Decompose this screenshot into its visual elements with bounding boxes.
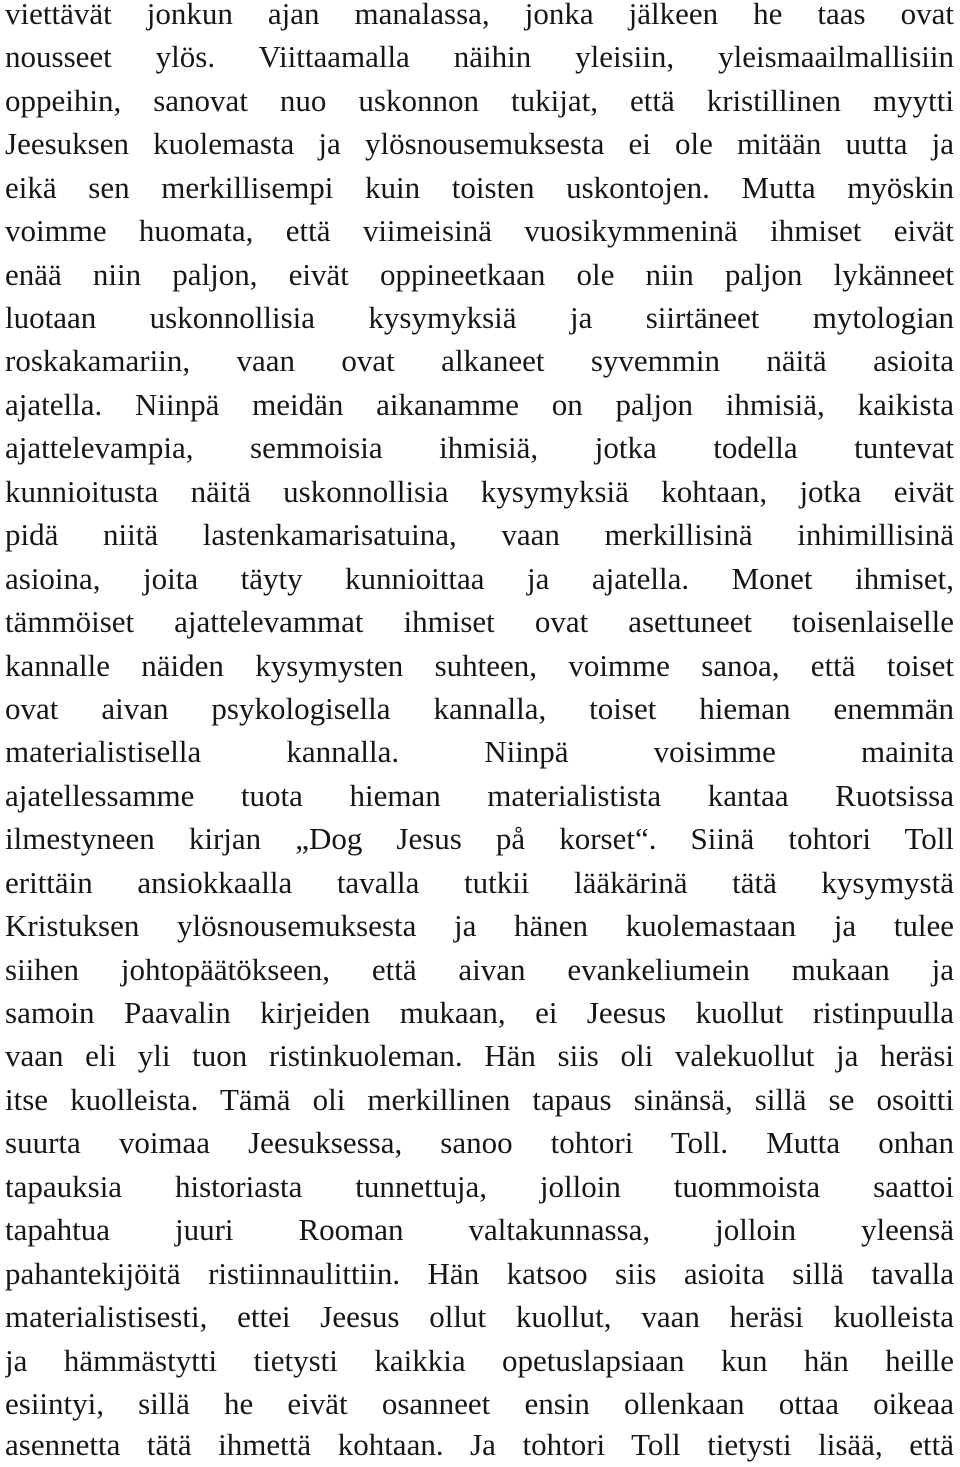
text-line: ajattelevampia, semmoisia ihmisiä, jotka todella tuntevat	[5, 430, 954, 465]
text-line: Jeesuksen kuolemasta ja ylösnousemuksesta ei ole mitään uutta ja	[5, 126, 954, 161]
text-line: oppeihin, sanovat nuo uskonnon tukijat, että kristillinen myytti	[5, 83, 954, 118]
text-line: nousseet ylös. Viittaamalla näihin yleisiin, yleismaailmallisiin	[5, 39, 954, 74]
text-line: erittäin ansiokkaalla tavalla tutkii lääkärinä tätä kysymystä	[5, 865, 954, 900]
text-line: enää niin paljon, eivät oppineetkaan ole niin paljon lykänneet	[5, 257, 954, 292]
text-line: esiintyi, sillä he eivät osanneet ensin ollenkaan ottaa oikeaa	[5, 1386, 954, 1421]
text-line: ilmestyneen kirjan „Dog Jesus på korset“. Siinä tohtori Toll	[5, 821, 954, 856]
text-line: eikä sen merkillisempi kuin toisten uskontojen. Mutta myöskin	[5, 170, 954, 205]
text-line: asioina, joita täyty kunnioittaa ja ajatella. Monet ihmiset,	[5, 561, 954, 596]
text-line: itse kuolleista. Tämä oli merkillinen tapaus sinänsä, sillä se osoitti	[5, 1082, 954, 1117]
text-line: roskakamariin, vaan ovat alkaneet syvemmin näitä asioita	[5, 343, 954, 378]
text-line: viettävät jonkun ajan manalassa, jonka jälkeen he taas ovat	[5, 0, 954, 31]
text-line: materialistisesti, ettei Jeesus ollut kuollut, vaan heräsi kuolleista	[5, 1299, 954, 1334]
text-line: ja hämmästytti tietysti kaikkia opetuslapsiaan kun hän heille	[5, 1343, 954, 1378]
text-line: asennetta tätä ihmettä kohtaan. Ja tohtori Toll tietysti lisää, että	[5, 1427, 954, 1462]
text-line: materialistisella kannalla. Niinpä voisimme mainita	[5, 734, 954, 769]
text-line: kannalle näiden kysymysten suhteen, voimme sanoa, että toiset	[5, 648, 954, 683]
text-line: tapahtua juuri Rooman valtakunnassa, jolloin yleensä	[5, 1212, 954, 1247]
text-line: ovat aivan psykologisella kannalla, toiset hieman enemmän	[5, 691, 954, 726]
text-line: Kristuksen ylösnousemuksesta ja hänen kuolemastaan ja tulee	[5, 908, 954, 943]
text-line: samoin Paavalin kirjeiden mukaan, ei Jeesus kuollut ristinpuulla	[5, 995, 954, 1030]
text-line: suurta voimaa Jeesuksessa, sanoo tohtori Toll. Mutta onhan	[5, 1125, 954, 1160]
text-line: luotaan uskonnollisia kysymyksiä ja siirtäneet mytologian	[5, 300, 954, 335]
text-line: voimme huomata, että viimeisinä vuosikymmeninä ihmiset eivät	[5, 213, 954, 248]
text-line: kunnioitusta näitä uskonnollisia kysymyksiä kohtaan, jotka eivät	[5, 474, 954, 509]
text-line: tämmöiset ajattelevammat ihmiset ovat asettuneet toisenlaiselle	[5, 604, 954, 639]
text-line: pahantekijöitä ristiinnaulittiin. Hän katsoo siis asioita sillä tavalla	[5, 1256, 954, 1291]
text-line: ajatella. Niinpä meidän aikanamme on paljon ihmisiä, kaikista	[5, 387, 954, 422]
text-line: vaan eli yli tuon ristinkuoleman. Hän siis oli valekuollut ja heräsi	[5, 1038, 954, 1073]
text-line: siihen johtopäätökseen, että aivan evankeliumein mukaan ja	[5, 952, 954, 987]
text-line: ajatellessamme tuota hieman materialistista kantaa Ruotsissa	[5, 778, 954, 813]
text-line: tapauksia historiasta tunnettuja, jolloin tuommoista saattoi	[5, 1169, 954, 1204]
text-line: pidä niitä lastenkamarisatuina, vaan merkillisinä inhimillisinä	[5, 517, 954, 552]
